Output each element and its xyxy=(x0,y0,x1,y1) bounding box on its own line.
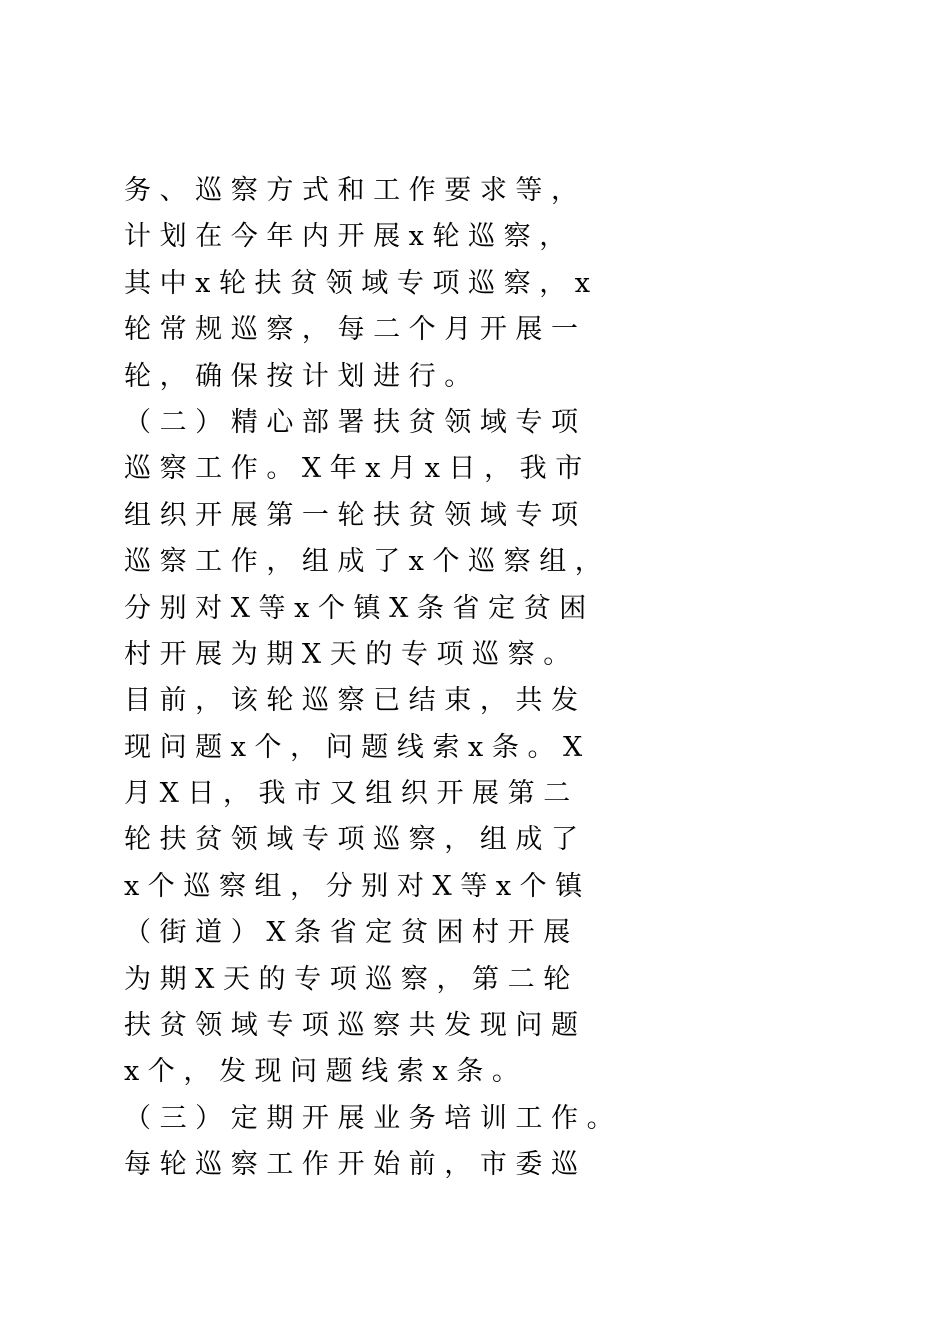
text-line: 轮 扶 贫 领 域 专 项 巡 察 ， 组 成 了 xyxy=(124,824,578,856)
text-line: 为 期 X 天 的 专 项 巡 察 ， 第 二 轮 xyxy=(124,963,571,995)
text-line: （ 三 ） 定 期 开 展 业 务 培 训 工 作 。 xyxy=(124,1102,614,1134)
text-line: 轮 常 规 巡 察 ， 每 二 个 月 开 展 一 xyxy=(124,314,578,346)
text-line: 村 开 展 为 期 X 天 的 专 项 巡 察 。 xyxy=(124,638,571,670)
text-line: 其 中 x 轮 扶 贫 领 域 专 项 巡 察 ， x xyxy=(124,267,591,299)
text-line: 务 、 巡 察 方 式 和 工 作 要 求 等 ， xyxy=(124,175,578,206)
text-line: 目 前 ， 该 轮 巡 察 已 结 束 ， 共 发 xyxy=(124,685,578,717)
text-line: x 个 ， 发 现 问 题 线 索 x 条 。 xyxy=(124,1056,519,1088)
text-line: 扶 贫 领 域 专 项 巡 察 共 发 现 问 题 xyxy=(124,1010,578,1042)
document-body xyxy=(124,168,844,1189)
text-line: （ 街 道 ） X 条 省 定 贫 困 村 开 展 xyxy=(124,917,571,949)
text-line: 计 划 在 今 年 内 开 展 x 轮 巡 察 ， xyxy=(124,221,567,253)
text-line: （ 二 ） 精 心 部 署 扶 贫 领 域 专 项 xyxy=(124,406,578,438)
text-line: 组 织 开 展 第 一 轮 扶 贫 领 域 专 项 xyxy=(124,499,578,531)
text-line: 月 X 日 ， 我 市 又 组 织 开 展 第 二 xyxy=(124,778,571,810)
text-line: x 个 巡 察 组 ， 分 别 对 X 等 x 个 镇 xyxy=(124,870,583,902)
text-line: 现 问 题 x 个 ， 问 题 线 索 x 条 。 X xyxy=(124,731,583,763)
text-line: 分 别 对 X 等 x 个 镇 X 条 省 定 贫 困 xyxy=(124,592,587,624)
text-line: 巡 察 工 作 。 X 年 x 月 x 日 ， 我 市 xyxy=(124,453,583,485)
text-line: 每 轮 巡 察 工 作 开 始 前 ， 市 委 巡 xyxy=(124,1149,578,1181)
text-line: 轮 ， 确 保 按 计 划 进 行 。 xyxy=(124,360,472,392)
text-line: 巡 察 工 作 ， 组 成 了 x 个 巡 察 组 ， xyxy=(124,546,602,578)
